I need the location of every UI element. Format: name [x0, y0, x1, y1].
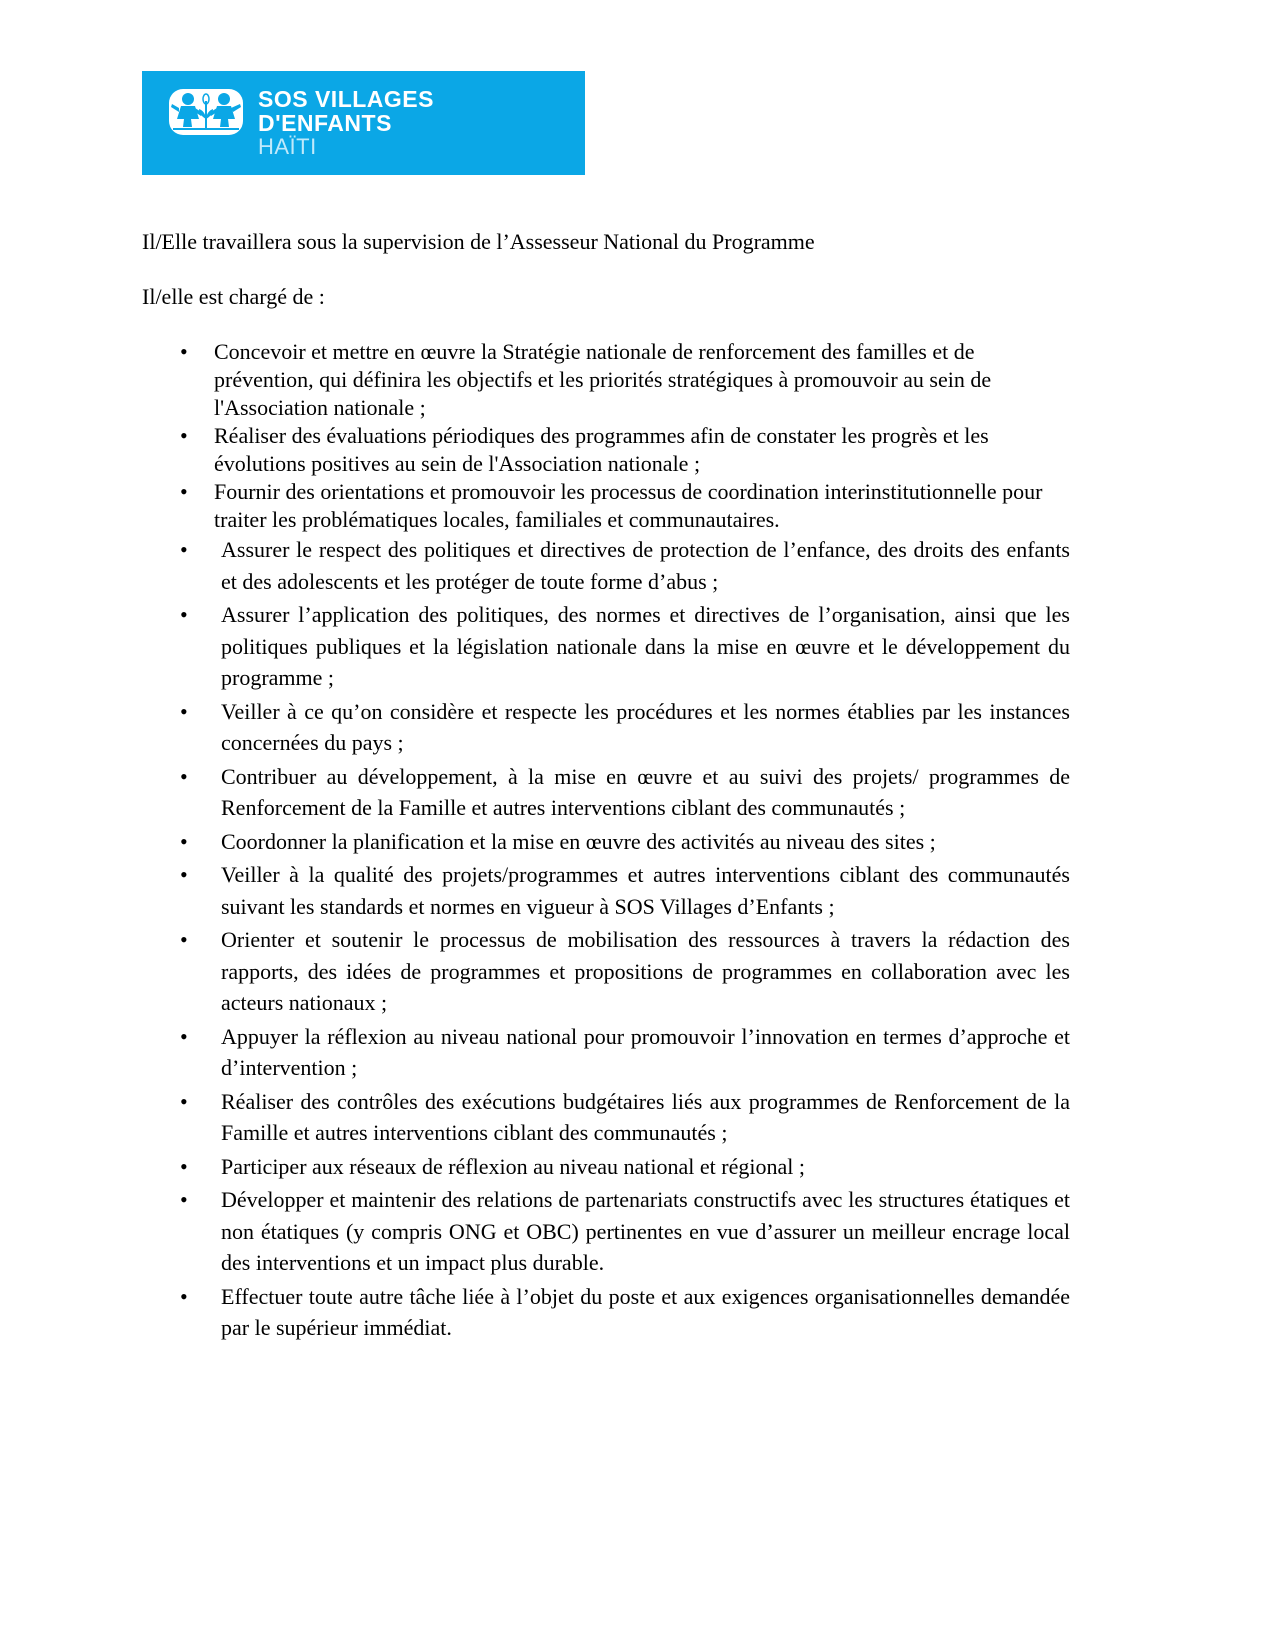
list-item [180, 696, 1070, 759]
list-item [180, 338, 1060, 422]
list-item-text: Veiller à la qualité des projets/programmes et autres interventions ciblant des communautés suivant les standards et normes en vigueur à SOS Villages d’Enfants ; [221, 862, 1070, 919]
logo-country: HAÏTI [258, 134, 317, 159]
bullet-icon: • [180, 1187, 188, 1212]
list-item-text: Appuyer la réflexion au niveau national pour promouvoir l’innovation en termes d’approche et d’intervention ; [221, 1023, 1070, 1080]
list-item [180, 422, 1060, 478]
list-item [180, 478, 1060, 534]
list-item-text: Réaliser des évaluations périodiques des programmes afin de constater les progrès et les évolutions positives au sein de l'Association nationale ; [214, 423, 989, 476]
list-item [180, 1281, 1070, 1344]
list-item [180, 1151, 1070, 1183]
bullet-icon: • [180, 828, 188, 854]
list-item [180, 859, 1070, 922]
bullet-icon: • [180, 927, 188, 952]
bullet-icon: • [180, 698, 188, 724]
list-item [180, 1184, 1070, 1279]
list-item-text: Contribuer au développement, à la mise en œuvre et au suivi des projets/ programmes de Renforcement de la Famille et autres interventions ciblant des communautés ; [221, 763, 1070, 820]
list-item-text: Coordonner la planification et la mise en œuvre des activités au niveau des sites ; [221, 828, 936, 854]
bullet-icon: • [180, 1088, 188, 1114]
list-item [180, 1086, 1070, 1149]
list-item [180, 761, 1070, 824]
list-item-text: Concevoir et mettre en œuvre la Stratégie nationale de renforcement des familles et de prévention, qui définira les objectifs et les priorités stratégiques à promouvoir au sein de l'Association nationale ; [214, 339, 992, 420]
bullet-icon: • [180, 763, 188, 789]
list-item-text: Développer et maintenir des relations de partenariats constructifs avec les structures étatiques et non étatiques (y compris ONG et OBC) pertinentes en vue d’assurer un meilleur encrage local des interventions et un impact plus durable. [221, 1187, 1070, 1275]
list-item [180, 924, 1070, 1019]
list-item-text: Assurer l’application des politiques, des normes et directives de l’organisation, ainsi que les politiques publiques et la législation nationale dans la mise en œuvre et le développement du programme ; [221, 602, 1070, 690]
bullet-icon: • [180, 862, 188, 887]
logo-title [258, 87, 434, 135]
list-item-text: Effectuer toute autre tâche liée à l’objet du poste et aux exigences organisationnelles demandée par le supérieur immédiat. [221, 1283, 1070, 1340]
responsibilities-heading: Il/elle est chargé de : [142, 284, 325, 309]
logo-line-2: D'ENFANTS [258, 110, 392, 136]
bullet-icon: • [180, 1023, 188, 1049]
list-item-text: Veiller à ce qu’on considère et respecte les procédures et les normes établies par les instances concernées du pays ; [221, 698, 1070, 755]
sos-children-icon [169, 89, 243, 135]
bullet-icon: • [180, 423, 188, 448]
responsibilities-list-b [180, 534, 1070, 1346]
bullet-icon: • [180, 1153, 188, 1179]
responsibilities-list-a [180, 338, 1060, 534]
bullet-icon: • [180, 537, 188, 562]
list-item [180, 826, 1070, 858]
bullet-icon: • [180, 339, 188, 364]
list-item [180, 599, 1070, 694]
bullet-icon: • [180, 479, 188, 504]
list-item-text: Orienter et soutenir le processus de mobilisation des ressources à travers la rédaction des rapports, des idées de programmes et propositions de programmes en collaboration avec les acteurs nationaux ; [221, 927, 1070, 1015]
list-item-text: Participer aux réseaux de réflexion au niveau national et régional ; [221, 1153, 805, 1179]
supervision-statement: Il/Elle travaillera sous la supervision de l’Assesseur National du Programme [142, 229, 815, 254]
list-item-text: Fournir des orientations et promouvoir les processus de coordination interinstitutionnelle pour traiter les problématiques locales, familiales et communautaires. [214, 479, 1043, 532]
list-item-text: Réaliser des contrôles des exécutions budgétaires liés aux programmes de Renforcement de la Famille et autres interventions ciblant des communautés ; [221, 1088, 1070, 1145]
sos-villages-logo [142, 71, 585, 175]
bullet-icon: • [180, 1283, 188, 1309]
logo-line-1: SOS VILLAGES [258, 86, 434, 112]
bullet-icon: • [180, 602, 188, 627]
list-item [180, 1021, 1070, 1084]
list-item [180, 534, 1070, 597]
list-item-text: Assurer le respect des politiques et directives de protection de l’enfance, des droits des enfants et des adolescents et les protéger de toute forme d’abus ; [221, 537, 1070, 594]
